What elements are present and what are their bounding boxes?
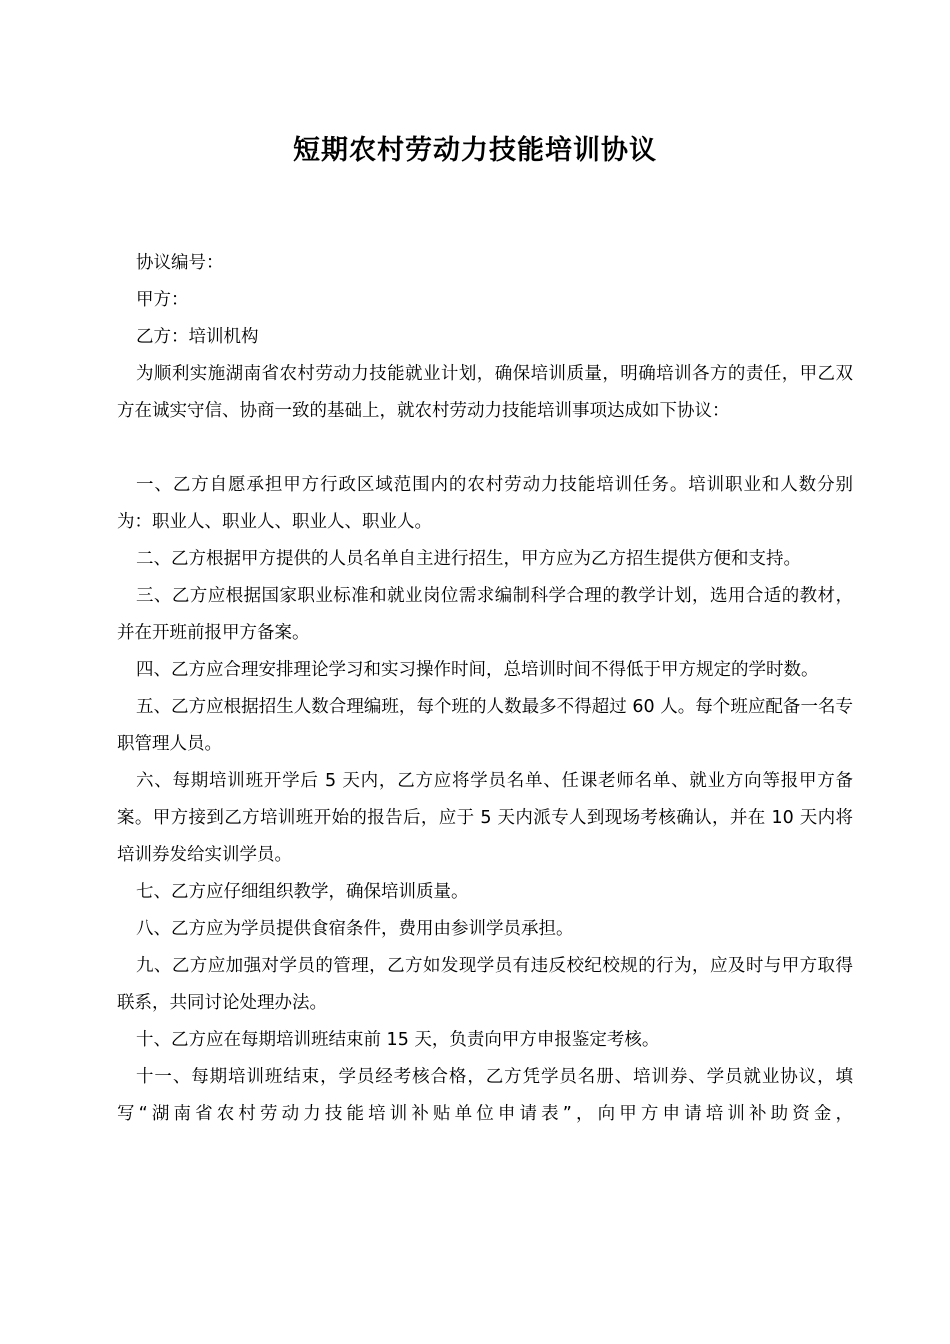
- clause-3: 三、乙方应根据国家职业标准和就业岗位需求编制科学合理的教学计划，选用合适的教材，并在开班前报甲方备案。: [117, 586, 853, 643]
- clause-1: 一、乙方自愿承担甲方行政区域范围内的农村劳动力技能培训任务。培训职业和人数分别为：职业人、职业人、职业人、职业人。: [117, 475, 853, 532]
- party-b-field: 乙方：培训机构: [136, 327, 259, 347]
- document-title: 短期农村劳动力技能培训协议: [293, 135, 657, 166]
- party-a-field: 甲方：: [136, 290, 189, 310]
- paragraph-spacer: [117, 430, 853, 467]
- clause-9: 九、乙方应加强对学员的管理，乙方如发现学员有违反校纪校规的行为，应及时与甲方取得联系，共同讨论处理办法。: [117, 956, 853, 1013]
- document-body: [117, 245, 853, 1133]
- preamble-paragraph: 为顺利实施湖南省农村劳动力技能就业计划，确保培训质量，明确培训各方的责任，甲乙双方在诚实守信、协商一致的基础上，就农村劳动力技能培训事项达成如下协议：: [117, 364, 853, 421]
- clause-5: 五、乙方应根据招生人数合理编班，每个班的人数最多不得超过 60 人。每个班应配备一名专职管理人员。: [117, 697, 853, 754]
- clause-7: 七、乙方应仔细组织教学，确保培训质量。: [136, 882, 469, 902]
- clause-11: 十一、每期培训班结束，学员经考核合格，乙方凭学员名册、培训券、学员就业协议，填写“湖南省农村劳动力技能培训补贴单位申请表”，向甲方申请培训补助资金，: [117, 1067, 853, 1124]
- clause-8: 八、乙方应为学员提供食宿条件，费用由参训学员承担。: [136, 919, 574, 939]
- clause-4: 四、乙方应合理安排理论学习和实习操作时间，总培训时间不得低于甲方规定的学时数。: [136, 660, 819, 680]
- clause-10: 十、乙方应在每期培训班结束前 15 天，负责向甲方申报鉴定考核。: [136, 1030, 660, 1050]
- clause-2: 二、乙方根据甲方提供的人员名单自主进行招生，甲方应为乙方招生提供方便和支持。: [136, 549, 801, 569]
- agreement-number-field: 协议编号：: [136, 253, 224, 273]
- clause-6: 六、每期培训班开学后 5 天内，乙方应将学员名单、任课老师名单、就业方向等报甲方备案。甲方接到乙方培训班开始的报告后，应于 5 天内派专人到现场考核确认，并在 10 天内将培训券发给实训学员。: [117, 771, 853, 865]
